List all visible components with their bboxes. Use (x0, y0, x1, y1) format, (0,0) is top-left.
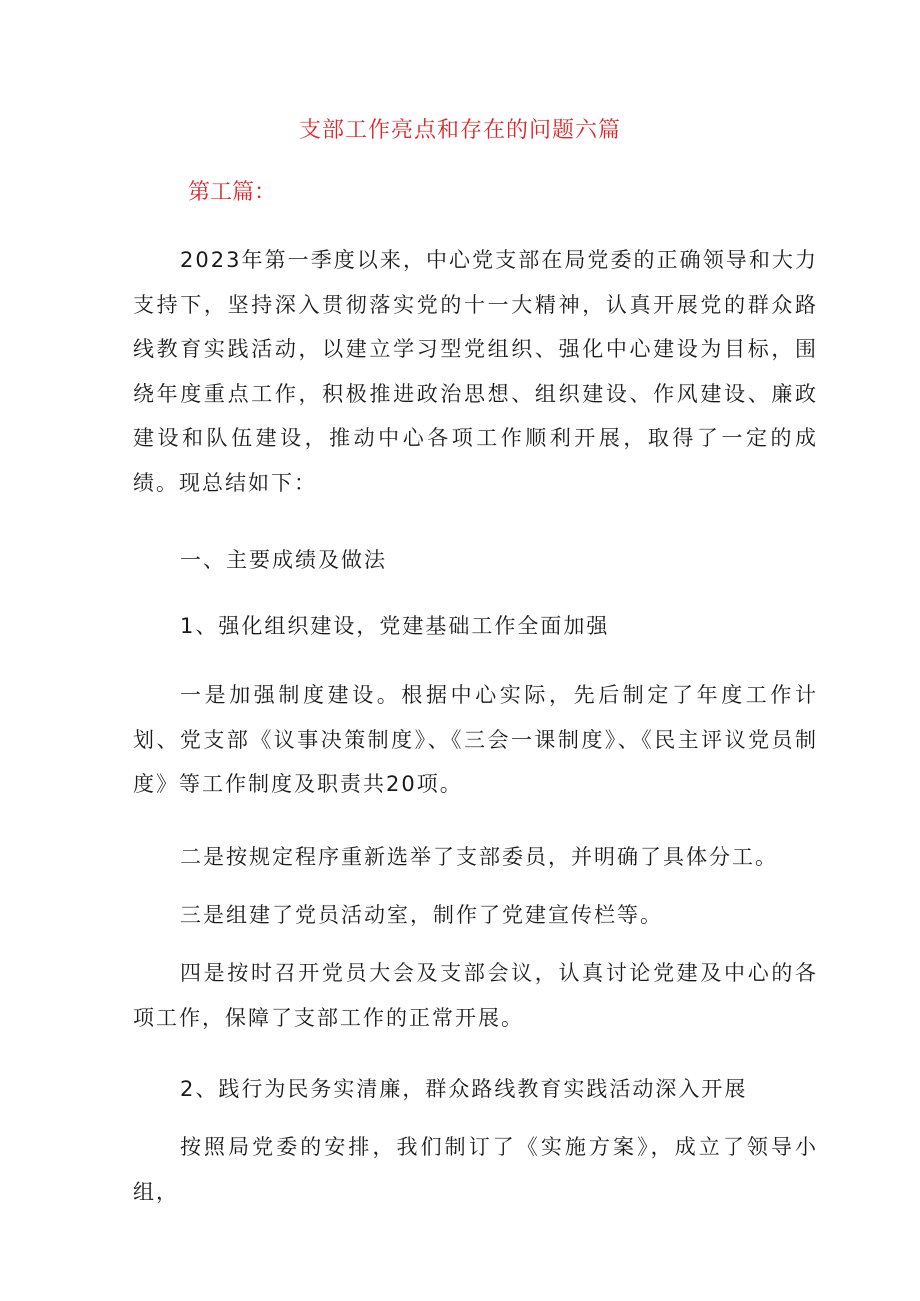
paragraph-item-3: 三是组建了党员活动室，制作了党建宣传栏等。 (180, 903, 663, 927)
paragraph-item-4: 四是按时召开党员大会及支部会议，认真讨论党建及中心的各项工作，保障了支部工作的正常开展。 (133, 961, 818, 1030)
subsection-heading: 1、强化组织建设，党建基础工作全面加强 (180, 614, 610, 638)
chapter-heading: 第工篇： (188, 180, 277, 205)
paragraph-item-1: 一是加强制度建设。根据中心实际，先后制定了年度工作计划、党支部《议事决策制度》、《三会一课制度》、《民主评议党员制度》等工作制度及职责共20项。 (133, 683, 818, 797)
section-heading: 一、主要成绩及做法 (180, 548, 387, 572)
paragraph-item-5: 按照局党委的安排，我们制订了《实施方案》，成立了领导小组， (133, 1135, 818, 1204)
paragraph-item-2: 二是按规定程序重新选举了支部委员，并明确了具体分工。 (180, 845, 778, 869)
intro-paragraph: 2023年第一季度以来，中心党支部在局党委的正确领导和大力支持下，坚持深入贯彻落实党的十一大精神，认真开展党的群众路线教育实践活动，以建立学习型党组织、强化中心建设为目标，围绕年度重点工作，积极推进政治思想、组织建设、作风建设、廉政建设和队伍建设，推动中心各项工作顺利开展，取得了一定的成绩。现总结如下： (133, 248, 818, 495)
subsection-heading-2: 2、践行为民务实清廉，群众路线教育实践活动深入开展 (180, 1077, 748, 1101)
document-title: 支部工作亮点和存在的问题六篇 (298, 118, 621, 143)
